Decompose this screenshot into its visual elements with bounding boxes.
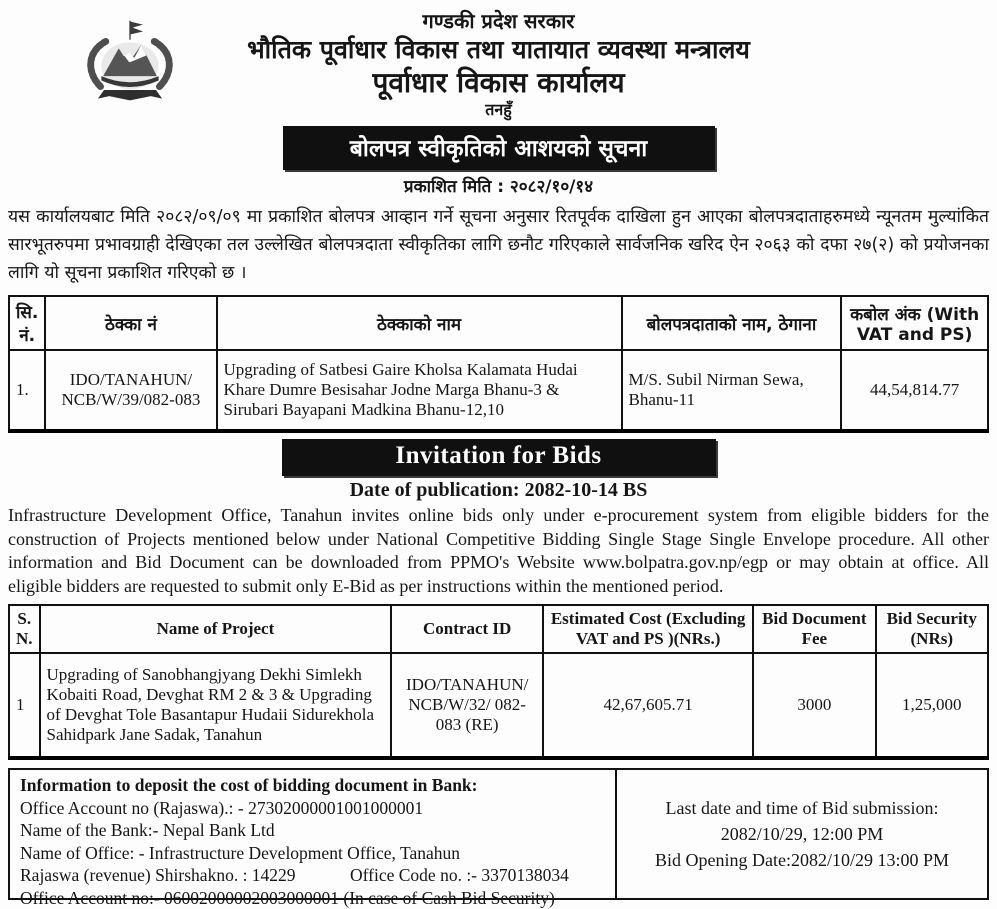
award-table-header-row	[9, 296, 988, 350]
notice-title-banner: बोलपत्र स्वीकृतिको आशयको सूचना	[283, 126, 715, 170]
submission-deadline-label: Last date and time of Bid submission:	[666, 795, 939, 821]
district-name: तनहुँ	[0, 100, 997, 120]
invitation-body-text: Infrastructure Development Office, Tanahun invites online bids only under e-procurement system from eligible bidders for the construction of Projects mentioned below under National Competitive Bidding Single Stage Single Envelope procedure. All other information and Bid Document can be downloaded from PPMO's Website www.bolpatra.gov.np/egp or may obtain at office. All eligible bidders are requested to submit only E-Bid as per instructions within the mentioned period.	[8, 504, 989, 598]
bid-col-sn: S. N.	[9, 605, 40, 653]
bid-col-doc-fee: Bid Document Fee	[753, 605, 875, 653]
bid-opening-date: Bid Opening Date:2082/10/29 13:00 PM	[655, 847, 949, 873]
published-date: प्रकाशित मिति : २०८२/१०/१४	[0, 174, 997, 197]
notice-body-text: यस कार्यालयबाट मिति २०८२/०९/०९ मा प्रकाशित बोलपत्र आव्हान गर्ने सूचना अनुसार रितपूर्वक दाखिला हुन आएका बोलपत्रदाताहरुमध्ये न्यूनतम मुल्यांकित सारभूतरुपमा प्रभावग्राही देखिएका तल उल्लेखित बोलपत्रदाता स्वीकृतिका लागि छनौट गरिएकाले सार्वजनिक खरिद ऐन २०६३ को दफा २७(२) को प्रयोजनका लागि यो सूचना प्रकाशित गरिएको छ ।	[8, 203, 989, 287]
bid-cell-contract-id: IDO/TANAHUN/ NCB/W/32/ 082-083 (RE)	[391, 653, 543, 758]
bank-and-submission-box	[8, 768, 989, 900]
award-table	[8, 295, 989, 433]
bid-cell-estimated-cost: 42,67,605.71	[543, 653, 753, 758]
ministry-name: भौतिक पूर्वाधार विकास तथा यातायात व्यवस्था मन्त्रालय	[0, 34, 997, 66]
bid-cell-security: 1,25,000	[876, 653, 989, 758]
award-cell-contract-name: Upgrading of Satbesi Gaire Kholsa Kalamata Hudai Khare Dumre Besisahar Jodne Marga Bhanu-3 & Sirubari Bayapani Madkina Bhanu-12,10	[217, 350, 622, 431]
award-col-amount: कबोल अंक (With VAT and PS)	[841, 296, 988, 350]
bid-cell-sn: 1	[9, 653, 40, 758]
award-col-contract-no: ठेक्का नं	[45, 296, 216, 350]
bank-name: Name of the Bank:- Nepal Bank Ltd	[20, 819, 605, 842]
bank-cash-account: Office Account no:- 06002000002003000001 (In case of Cash Bid Security)	[20, 887, 605, 909]
award-col-bidder: बोलपत्रदाताको नाम, ठेगाना	[622, 296, 842, 350]
bid-col-security: Bid Security (NRs)	[876, 605, 989, 653]
bid-col-project: Name of Project	[40, 605, 392, 653]
bid-table-header-row	[9, 605, 988, 653]
document-header	[0, 0, 997, 120]
award-col-sn: सि. नं.	[9, 296, 45, 350]
submission-deadline-value: 2082/10/29, 12:00 PM	[721, 821, 884, 847]
award-cell-contract-no: IDO/TANAHUN/ NCB/W/39/082-083	[45, 350, 216, 431]
bid-cell-project: Upgrading of Sanobhangjyang Dekhi Simlekh Kobaiti Road, Devghat RM 2 & 3 & Upgrading of Devghat Tole Basantapur Hudaii Sidurekhola Sahidpark Jane Sadak, Tanahun	[40, 653, 392, 758]
bid-col-contract-id: Contract ID	[391, 605, 543, 653]
office-code-no: Office Code no. :- 3370138034	[350, 864, 569, 887]
award-col-contract-name: ठेक्काको नाम	[217, 296, 622, 350]
office-name: पूर्वाधार विकास कार्यालय	[0, 66, 997, 100]
submission-info-section	[617, 770, 987, 898]
bank-codes-line	[20, 864, 605, 887]
bid-col-estimated-cost: Estimated Cost (Excluding VAT and PS )(NRs.)	[543, 605, 753, 653]
government-emblem-icon	[78, 12, 182, 116]
award-cell-bidder: M/S. Subil Nirman Sewa, Bhanu-11	[622, 350, 842, 431]
bid-table	[8, 604, 989, 760]
invitation-banner: Invitation for Bids	[282, 439, 716, 476]
bank-office-name: Name of Office: - Infrastructure Development Office, Tanahun	[20, 842, 605, 865]
invitation-date: Date of publication: 2082-10-14 BS	[0, 479, 997, 502]
award-cell-amount: 44,54,814.77	[841, 350, 988, 431]
bid-cell-doc-fee: 3000	[753, 653, 875, 758]
bank-info-title: Information to deposit the cost of bidding document in Bank:	[20, 774, 605, 797]
bank-account-rajaswa: Office Account no (Rajaswa).: - 27302000001001000001	[20, 797, 605, 820]
award-table-row	[9, 350, 988, 431]
bank-info-section	[10, 770, 617, 898]
award-cell-sn: 1.	[9, 350, 45, 431]
revenue-head-no: Rajaswa (revenue) Shirshakno. : 14229	[20, 864, 350, 887]
bid-table-row	[9, 653, 988, 758]
government-name: गण्डकी प्रदेश सरकार	[0, 8, 997, 34]
